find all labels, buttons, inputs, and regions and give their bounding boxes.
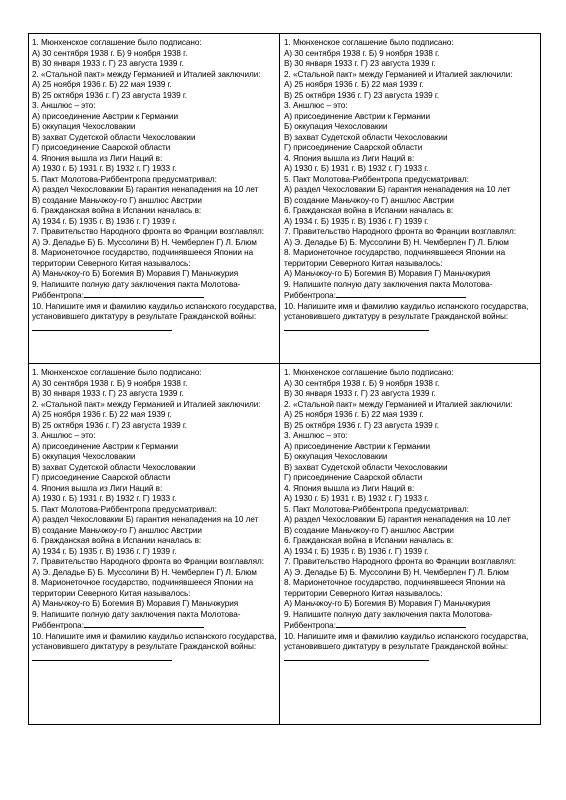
q5: 5. Пакт Молотова-Риббентропа предусматривал: (32, 174, 217, 184)
q3-option-d: Г) присоединение Саарской области (284, 473, 423, 482)
q6-options: А) 1934 г. Б) 1935 г. В) 1936 г. Г) 1939 г. (284, 546, 429, 556)
q8: 8. Марионеточное государство, подчинявшееся Японии на территории Северного Китая называлось: (284, 248, 506, 268)
q7-options: А) Э. Деладье Б) Б. Муссолини В) Н. Чемберлен Г) Л. Блюм (32, 237, 257, 247)
q3-option-b: Б) оккупация Чехословакии (284, 122, 388, 131)
q7-options: А) Э. Деладье Б) Б. Муссолини В) Н. Чемберлен Г) Л. Блюм (284, 237, 509, 247)
q3-option-c: В) захват Судетской области Чехословакии (284, 132, 448, 142)
q5-options-a: А) раздел Чехословакии Б) гарантия ненападения на 10 лет (284, 515, 511, 524)
q2-options-b: В) 25 октября 1936 г. Г) 23 августа 1939 г. (32, 90, 188, 100)
q2: 2. «Стальной пакт» между Германией и Италией заключили: (284, 399, 513, 409)
q2-options-a: А) 25 ноября 1936 г. Б) 22 мая 1939 г. (284, 80, 424, 89)
q3-option-a: А) присоединение Австрии к Германии (284, 111, 430, 121)
q7-options: А) Э. Деладье Б) Б. Муссолини В) Н. Чемберлен Г) Л. Блюм (284, 567, 509, 577)
q10: 10. Напишите имя и фамилию каудильо испанского государства, установившего диктатуру в результате Гражданской войны: (284, 302, 538, 335)
q8-options: А) Маньчжоу-го Б) Богемия В) Моравия Г) Маньчжурия (32, 599, 239, 608)
q5-options-a: А) раздел Чехословакии Б) гарантия ненападения на 10 лет (32, 185, 259, 194)
answer-blank[interactable] (84, 620, 204, 628)
q4: 4. Япония вышла из Лиги Наций в: (32, 153, 163, 163)
q8-options: А) Маньчжоу-го Б) Богемия В) Моравия Г) Маньчжурия (32, 269, 239, 278)
q4: 4. Япония вышла из Лиги Наций в: (284, 153, 415, 163)
q1: 1. Мюнхенское соглашение было подписано: (284, 38, 454, 47)
q7: 7. Правительство Народного фронта во Франции возглавлял: (284, 557, 516, 566)
q3-option-d: Г) присоединение Саарской области (32, 473, 171, 482)
vertical-divider (279, 33, 280, 725)
q3-option-c: В) захват Судетской области Чехословакии (32, 132, 196, 142)
q3-option-a: А) присоединение Австрии к Германии (32, 111, 178, 121)
q9: 9. Напишите полную дату заключения пакта Молотова-Риббентропа: (284, 279, 493, 300)
answer-blank[interactable] (32, 653, 172, 661)
q8: 8. Марионеточное государство, подчинявшееся Японии на территории Северного Китая называлось: (32, 578, 254, 598)
answer-blank[interactable] (336, 290, 466, 298)
q4: 4. Япония вышла из Лиги Наций в: (32, 483, 163, 493)
q3-option-b: Б) оккупация Чехословакии (32, 452, 136, 461)
q3: 3. Аншлюс – это: (32, 431, 96, 440)
answer-blank[interactable] (284, 653, 429, 661)
q3: 3. Аншлюс – это: (284, 431, 348, 440)
q3-option-c: В) захват Судетской области Чехословакии (284, 462, 448, 472)
q1: 1. Мюнхенское соглашение было подписано: (32, 368, 202, 377)
q8-options: А) Маньчжоу-го Б) Богемия В) Моравия Г) Маньчжурия (284, 269, 491, 278)
q3: 3. Аншлюс – это: (32, 101, 96, 110)
q1-options-a: А) 30 сентября 1938 г. Б) 9 ноября 1938 г. (284, 378, 440, 388)
q2: 2. «Стальной пакт» между Германией и Италией заключили: (32, 69, 261, 79)
q9: 9. Напишите полную дату заключения пакта Молотова-Риббентропа: (32, 609, 241, 630)
q3-option-c: В) захват Судетской области Чехословакии (32, 462, 196, 472)
q1-options-b: В) 30 января 1933 г. Г) 23 августа 1939 г. (32, 389, 184, 398)
q4-options: А) 1930 г. Б) 1931 г. В) 1932 г. Г) 1933 г. (32, 164, 177, 173)
q7: 7. Правительство Народного фронта во Франции возглавлял: (284, 227, 516, 236)
q5-options-b: В) создание Маньчжоу-го Г) аншлюс Австрии (32, 195, 202, 205)
q1-options-a: А) 30 сентября 1938 г. Б) 9 ноября 1938 г. (32, 378, 188, 388)
q3-option-d: Г) присоединение Саарской области (32, 143, 171, 152)
q2-options-b: В) 25 октября 1936 г. Г) 23 августа 1939 г. (284, 420, 440, 430)
horizontal-divider (28, 363, 541, 364)
quiz-card-top-left (32, 38, 278, 360)
q2-options-a: А) 25 ноября 1936 г. Б) 22 мая 1939 г. (32, 80, 172, 89)
q5-options-a: А) раздел Чехословакии Б) гарантия ненападения на 10 лет (284, 185, 511, 194)
q2-options-a: А) 25 ноября 1936 г. Б) 22 мая 1939 г. (32, 410, 172, 419)
answer-blank[interactable] (336, 620, 466, 628)
q10: 10. Напишите имя и фамилию каудильо испанского государства, установившего диктатуру в результате Гражданской войны: (32, 302, 278, 335)
q5-options-b: В) создание Маньчжоу-го Г) аншлюс Австрии (284, 195, 454, 205)
q6: 6. Гражданская война в Испании началась в: (32, 536, 202, 545)
q5: 5. Пакт Молотова-Риббентропа предусматривал: (284, 504, 469, 514)
q3-option-b: Б) оккупация Чехословакии (32, 122, 136, 131)
q6: 6. Гражданская война в Испании началась в: (32, 206, 202, 215)
quiz-card-bottom-left (32, 368, 278, 720)
quiz-card-bottom-right (284, 368, 538, 720)
q6: 6. Гражданская война в Испании началась в: (284, 536, 454, 545)
q9: 9. Напишите полную дату заключения пакта Молотова-Риббентропа: (284, 609, 493, 630)
answer-blank[interactable] (84, 290, 204, 298)
q7-options: А) Э. Деладье Б) Б. Муссолини В) Н. Чемберлен Г) Л. Блюм (32, 567, 257, 577)
q3-option-d: Г) присоединение Саарской области (284, 143, 423, 152)
q5: 5. Пакт Молотова-Риббентропа предусматривал: (32, 504, 217, 514)
q1-options-a: А) 30 сентября 1938 г. Б) 9 ноября 1938 г. (284, 48, 440, 58)
q5: 5. Пакт Молотова-Риббентропа предусматривал: (284, 174, 469, 184)
q2-options-b: В) 25 октября 1936 г. Г) 23 августа 1939 г. (32, 420, 188, 430)
q8: 8. Марионеточное государство, подчинявшееся Японии на территории Северного Китая называлось: (284, 578, 506, 598)
q10: 10. Напишите имя и фамилию каудильо испанского государства, установившего диктатуру в результате Гражданской войны: (284, 632, 538, 665)
q4: 4. Япония вышла из Лиги Наций в: (284, 483, 415, 493)
q4-options: А) 1930 г. Б) 1931 г. В) 1932 г. Г) 1933 г. (32, 494, 177, 503)
q4-options: А) 1930 г. Б) 1931 г. В) 1932 г. Г) 1933 г. (284, 164, 429, 173)
q2-options-a: А) 25 ноября 1936 г. Б) 22 мая 1939 г. (284, 410, 424, 419)
q7: 7. Правительство Народного фронта во Франции возглавлял: (32, 557, 264, 566)
q5-options-b: В) создание Маньчжоу-го Г) аншлюс Австрии (284, 525, 454, 535)
q8: 8. Марионеточное государство, подчинявшееся Японии на территории Северного Китая называлось: (32, 248, 254, 268)
q2: 2. «Стальной пакт» между Германией и Италией заключили: (32, 399, 261, 409)
q5-options-b: В) создание Маньчжоу-го Г) аншлюс Австрии (32, 525, 202, 535)
q6-options: А) 1934 г. Б) 1935 г. В) 1936 г. Г) 1939 г. (32, 216, 177, 226)
q2-options-b: В) 25 октября 1936 г. Г) 23 августа 1939 г. (284, 90, 440, 100)
answer-blank[interactable] (284, 323, 429, 331)
q9: 9. Напишите полную дату заключения пакта Молотова-Риббентропа: (32, 279, 241, 300)
quiz-card-top-right (284, 38, 538, 360)
q3: 3. Аншлюс – это: (284, 101, 348, 110)
q3-option-a: А) присоединение Австрии к Германии (284, 441, 430, 451)
q2: 2. «Стальной пакт» между Германией и Италией заключили: (284, 69, 513, 79)
q1: 1. Мюнхенское соглашение было подписано: (32, 38, 202, 47)
q8-options: А) Маньчжоу-го Б) Богемия В) Моравия Г) Маньчжурия (284, 599, 491, 608)
q6: 6. Гражданская война в Испании началась в: (284, 206, 454, 215)
q7: 7. Правительство Народного фронта во Франции возглавлял: (32, 227, 264, 236)
q6-options: А) 1934 г. Б) 1935 г. В) 1936 г. Г) 1939 г. (284, 216, 429, 226)
q4-options: А) 1930 г. Б) 1931 г. В) 1932 г. Г) 1933 г. (284, 494, 429, 503)
q6-options: А) 1934 г. Б) 1935 г. В) 1936 г. Г) 1939 г. (32, 546, 177, 556)
q1-options-b: В) 30 января 1933 г. Г) 23 августа 1939 г. (284, 389, 436, 398)
q1-options-a: А) 30 сентября 1938 г. Б) 9 ноября 1938 г. (32, 48, 188, 58)
q5-options-a: А) раздел Чехословакии Б) гарантия ненападения на 10 лет (32, 515, 259, 524)
q3-option-a: А) присоединение Австрии к Германии (32, 441, 178, 451)
q1-options-b: В) 30 января 1933 г. Г) 23 августа 1939 г. (32, 59, 184, 68)
q10: 10. Напишите имя и фамилию каудильо испанского государства, установившего диктатуру в результате Гражданской войны: (32, 632, 278, 665)
answer-blank[interactable] (32, 323, 172, 331)
q1: 1. Мюнхенское соглашение было подписано: (284, 368, 454, 377)
q1-options-b: В) 30 января 1933 г. Г) 23 августа 1939 г. (284, 59, 436, 68)
q3-option-b: Б) оккупация Чехословакии (284, 452, 388, 461)
